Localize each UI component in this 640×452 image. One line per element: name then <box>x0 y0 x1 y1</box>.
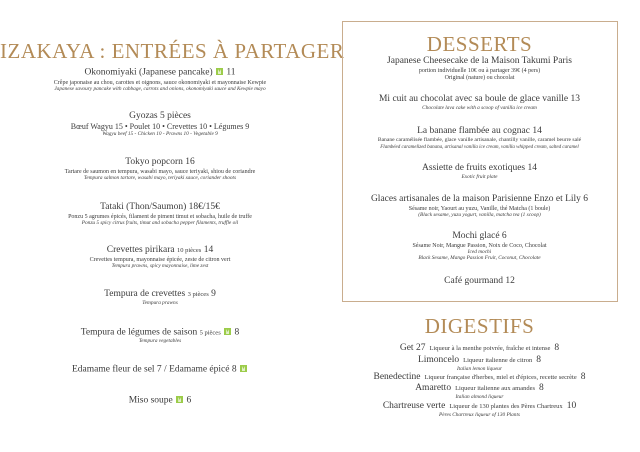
item-desc: Liqueur italienne de citron <box>463 357 533 364</box>
item-desc-en: Tempura salmon tartare, wasabi mayo, teriyaki sauce, coriander shoots <box>83 175 237 181</box>
dessert-banane <box>342 127 617 150</box>
dessert-mi-cuit <box>342 95 617 111</box>
item-name: Amaretto <box>415 383 452 393</box>
item-qty: 3 pièces <box>187 291 209 298</box>
item-desc: Bœuf Wagyu 15 • Poulet 10 • Crevettes 10 • Légumes 9 <box>70 122 250 131</box>
dessert-mochi <box>342 232 617 262</box>
item-desc: Sésame Noir, Mangue Passion, Noix de Coco, Chocolat <box>412 243 547 249</box>
item-name: Get 27 <box>399 343 426 353</box>
item-name: Tempura de crevettes <box>104 289 186 299</box>
item-name: Tataki (Thon/Saumon) 18€/15€ <box>100 202 220 212</box>
item-desc-en: Flambéed caramelized banana, artisanal vanilla ice cream, vanilla whipped cream, salted caramel <box>380 144 579 150</box>
item-desc: Ponzu 5 agrumes épicés, filament de piment timut et sobacha, huile de truffe <box>68 214 252 220</box>
menu-item-miso-soupe <box>0 396 320 406</box>
item-price: 11 <box>226 67 236 78</box>
digestif-chartreuse <box>342 396 617 418</box>
menu-item-tokyo-popcorn <box>0 158 320 181</box>
vegetarian-icon <box>240 365 247 372</box>
item-name: Limoncelo <box>417 355 460 365</box>
menu-item-tempura-crevettes <box>0 290 320 306</box>
item-name: Glaces artisanales de la maison Parisienne Enzo et Lily 6 <box>370 194 589 204</box>
menu-item-edamame <box>0 365 320 375</box>
item-desc: portion individuelle 10€ ou à partager 39€ (4 pers) <box>418 68 541 74</box>
item-price: 8 <box>580 372 586 382</box>
item-desc: Liqueur italienne aux amandes <box>455 385 536 392</box>
item-desc-en: Italian almond liqueur <box>455 394 504 400</box>
item-name: Chartreuse verte <box>382 401 446 411</box>
item-desc-en-2: Black Sesame, Mango Passion Fruit, Coconut, Chocolate <box>418 255 541 262</box>
item-name: Mochi glacé 6 <box>452 231 507 241</box>
item-desc-en: Tempura prawns <box>142 299 178 306</box>
menu-item-gyozas <box>0 112 320 137</box>
menu-item-tempura-legumes <box>0 328 320 344</box>
dessert-glaces <box>342 195 617 218</box>
item-name: Assiette de fruits exotiques 14 <box>421 163 538 173</box>
dessert-cafe-gourmand <box>342 277 617 287</box>
section-title: IZAKAYA : ENTRÉES À PARTAGER <box>0 39 345 63</box>
item-price: 8 <box>536 355 542 365</box>
item-desc-en: Chocolate lava cake with a scoop of vanilla ice cream <box>422 104 537 111</box>
item-qty: 5 pièces <box>199 329 221 337</box>
vegetarian-icon <box>176 396 183 403</box>
item-name: Benedectine <box>373 372 421 382</box>
item-desc-en: Italian lemon liqueur <box>456 366 503 372</box>
item-name: Gyozas 5 pièces <box>129 111 191 121</box>
item-price: 8 <box>539 383 544 393</box>
item-name: Mi cuit au chocolat avec sa boule de glace vanille 13 <box>378 94 580 104</box>
section-title: DIGESTIFS <box>424 314 535 338</box>
item-desc-en: Exotic fruit plate <box>461 173 498 180</box>
item-desc-en: (Black sesame, yuzu yogurt, vanilla, matcha tea (1 scoop) <box>418 212 541 218</box>
item-price: 14 <box>203 245 214 255</box>
item-desc: Crêpe japonaise au chou, carottes et oignons, sauce okonomiyaki et mayonnaise Kewpie <box>53 79 267 86</box>
menu-item-tataki <box>0 203 320 226</box>
vegetarian-icon <box>224 328 231 335</box>
item-desc-en: Tempura prawns, spicy mayonnaise, lime zest <box>111 263 209 269</box>
item-price: 6 <box>186 395 192 406</box>
item-name: Miso soupe <box>128 395 173 406</box>
item-desc-en: Iced mochi <box>467 249 492 255</box>
item-name: Crevettes pirikara <box>106 245 175 255</box>
item-price: 9 <box>211 289 216 299</box>
menu-item-okonomiyaki <box>0 68 320 92</box>
menu-item-crevettes-pirikara <box>0 246 320 269</box>
item-desc: Liqueur à la menthe poivrée, fraîche et intense <box>429 345 551 352</box>
item-desc: Liqueur française d'herbes, miel et d'épices, recette secrète <box>424 374 577 381</box>
item-name: Okonomiyaki (Japanese pancake) <box>84 67 213 78</box>
item-desc: Crevettes tempura, mayonnaise épicée, zeste de citron vert <box>89 257 231 263</box>
item-desc: Tartare de saumon en tempura, wasabi mayo, sauce teriyaki, shiou de coriandre <box>64 169 256 175</box>
item-desc-en: Tempura vegetables <box>138 338 182 344</box>
item-name: Japanese Cheesecake de la Maison Takumi Paris <box>387 56 572 66</box>
item-desc: Liqueur de 130 plantes des Pères Chartreux <box>449 403 563 410</box>
item-desc-en: Wagyu beef 15 - Chicken 10 - Prawns 10 - Vegetable 9 <box>102 131 218 137</box>
item-desc-en: Ponzu 5 spicy citrus fruits, timut and sobacha pepper filaments, truffle oil <box>81 220 239 226</box>
item-desc: Banane caramélisée flambée, glace vanille artisanale, chantilly vanille, caramel beurre salé <box>377 137 582 143</box>
item-price: 8 <box>234 327 240 338</box>
item-price: 8 <box>554 343 560 353</box>
item-name: Tempura de légumes de saison <box>80 327 198 338</box>
item-desc-2: Original (nature) ou chocolat <box>444 75 515 81</box>
item-price: 10 <box>566 401 577 411</box>
dessert-fruits <box>342 164 617 180</box>
item-name: Edamame fleur de sel 7 / Edamame épicé 8 <box>72 364 237 375</box>
item-name: Tokyo popcorn 16 <box>125 157 195 167</box>
item-name: La banane flambée au cognac 14 <box>417 126 542 136</box>
item-name: Café gourmand 12 <box>444 276 515 286</box>
dessert-cheesecake <box>342 57 617 81</box>
item-desc-en: Pères Chartreux liqueur of 130 Plants <box>439 412 520 418</box>
item-desc: Sésame noir, Yaourt au yuzu, Vanille, thé Matcha (1 boule) <box>408 206 551 212</box>
vegetarian-icon <box>216 68 223 75</box>
item-qty: 10 pièces <box>176 247 202 254</box>
item-desc-en: Japanese savoury pancake with cabbage, carrots and onions, okonomiyaki sauce and Kewpie mayo <box>54 85 266 92</box>
section-title: DESSERTS <box>426 32 533 56</box>
